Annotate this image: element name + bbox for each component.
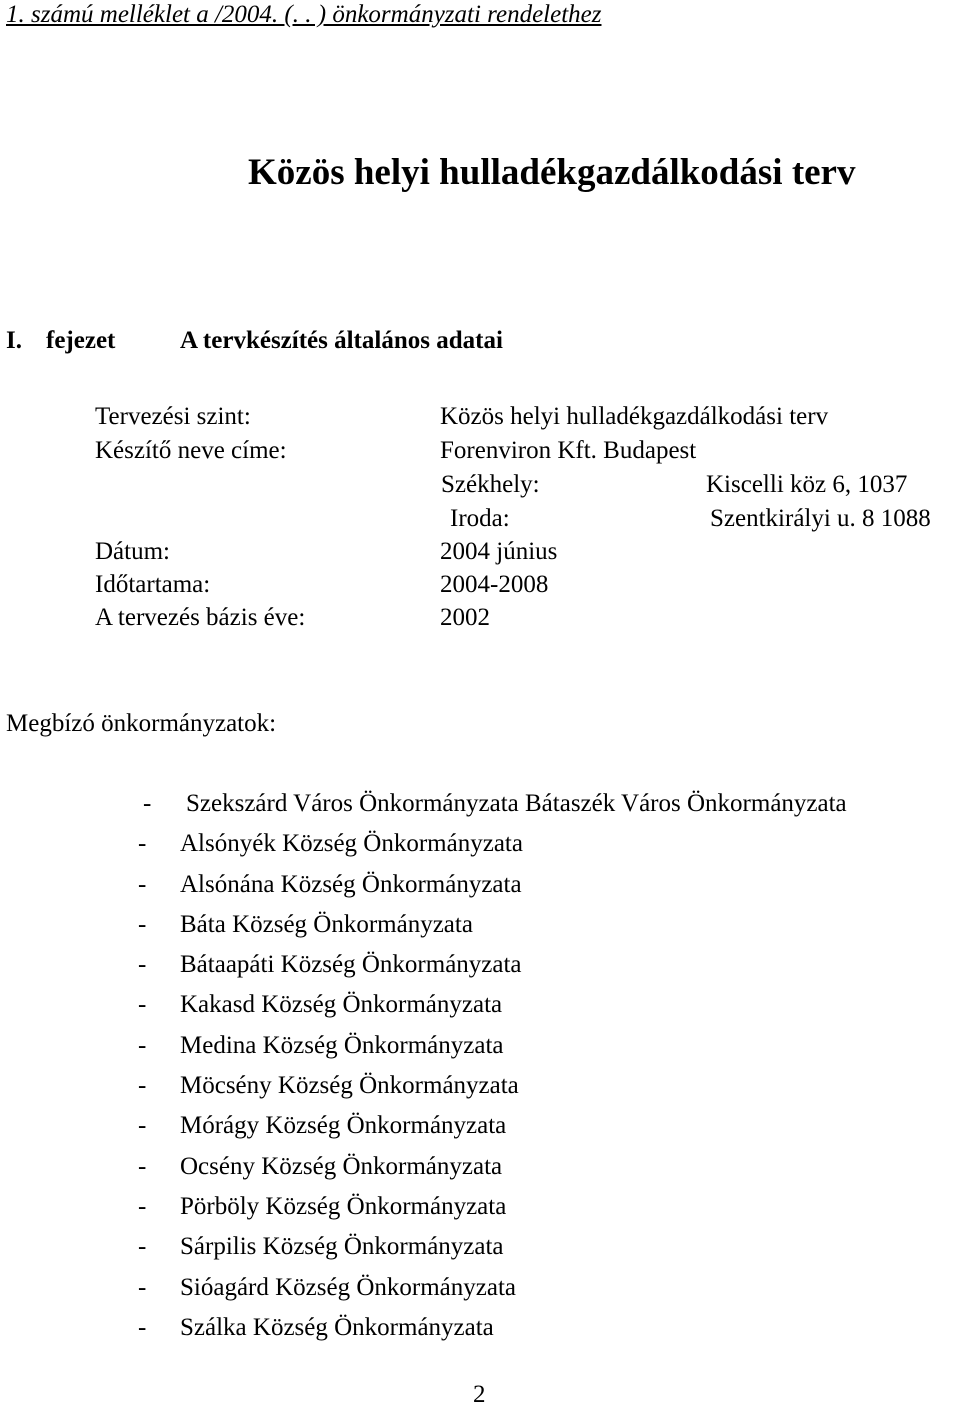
client-name: Sárpilis Község Önkormányzata [180,1233,504,1261]
client-name: Möcsény Község Önkormányzata [180,1072,519,1100]
list-item [0,1311,960,1351]
base-year-value: 2002 [440,604,490,631]
date-label: Dátum: [95,538,170,565]
author-label: Készítő neve címe: [95,437,287,464]
client-name: Sióagárd Község Önkormányzata [180,1273,516,1301]
list-dash: - [138,1313,147,1341]
list-item [0,868,960,908]
list-dash: - [138,991,147,1019]
author-value: Forenviron Kft. Budapest [440,437,697,464]
planning-level-value: Közös helyi hulladékgazdálkodási terv [440,403,829,430]
chapter-word: fejezet [46,327,116,354]
client-name: Szálka Község Önkormányzata [180,1313,494,1341]
list-dash: - [138,1273,147,1301]
chapter-title: A tervkészítés általános adatai [180,327,503,354]
office-value: Szentkirályi u. 8 1088 [710,505,931,532]
list-item [0,1190,960,1230]
client-name: Pörböly Község Önkormányzata [180,1192,507,1220]
duration-value: 2004-2008 [440,571,549,598]
seat-value: Kiscelli köz 6, 1037 [706,471,908,498]
client-name: Ocsény Község Önkormányzata [180,1152,503,1180]
seat-label: Székhely: [441,471,540,498]
chapter-number: I. [6,327,22,354]
list-item [0,1109,960,1149]
list-dash: - [138,1233,147,1261]
client-name: Alsónyék Község Önkormányzata [180,830,523,858]
client-list [0,787,960,1351]
list-dash: - [143,790,152,817]
list-dash: - [138,1152,147,1180]
list-item [0,1029,960,1069]
client-name: Medina Község Önkormányzata [180,1031,504,1059]
list-item [0,988,960,1028]
list-dash: - [138,870,147,898]
list-dash: - [138,1031,147,1059]
list-dash: - [138,830,147,858]
list-item [0,787,960,827]
client-name: Bátaapáti Község Önkormányzata [180,951,522,979]
date-value: 2004 június [440,538,558,565]
base-year-label: A tervezés bázis éve: [95,604,306,631]
list-item [0,1150,960,1190]
list-item [0,948,960,988]
document-title: Közös helyi hulladékgazdálkodási terv [248,152,856,193]
list-item [0,908,960,948]
client-name: Kakasd Község Önkormányzata [180,991,503,1019]
client-name: Alsónána Község Önkormányzata [180,870,522,898]
list-dash: - [138,910,147,938]
client-name: Szekszárd Város Önkormányzata Bátaszék Város Önkormányzata [186,790,847,817]
client-name: Mórágy Község Önkormányzata [180,1112,507,1140]
client-name: Báta Község Önkormányzata [180,910,473,938]
list-dash: - [138,951,147,979]
annex-reference: 1. számú melléklet a /2004. (. . ) önkormányzati rendelethez [6,1,602,28]
list-item [0,1230,960,1270]
list-item [0,1271,960,1311]
list-dash: - [138,1192,147,1220]
duration-label: Időtartama: [95,571,211,598]
page-number: 2 [473,1381,486,1408]
list-dash: - [138,1072,147,1100]
clients-heading: Megbízó önkormányzatok: [6,710,277,737]
list-dash: - [138,1112,147,1140]
office-label: Iroda: [450,505,510,532]
list-item [0,827,960,867]
list-item [0,1069,960,1109]
planning-level-label: Tervezési szint: [95,403,251,430]
